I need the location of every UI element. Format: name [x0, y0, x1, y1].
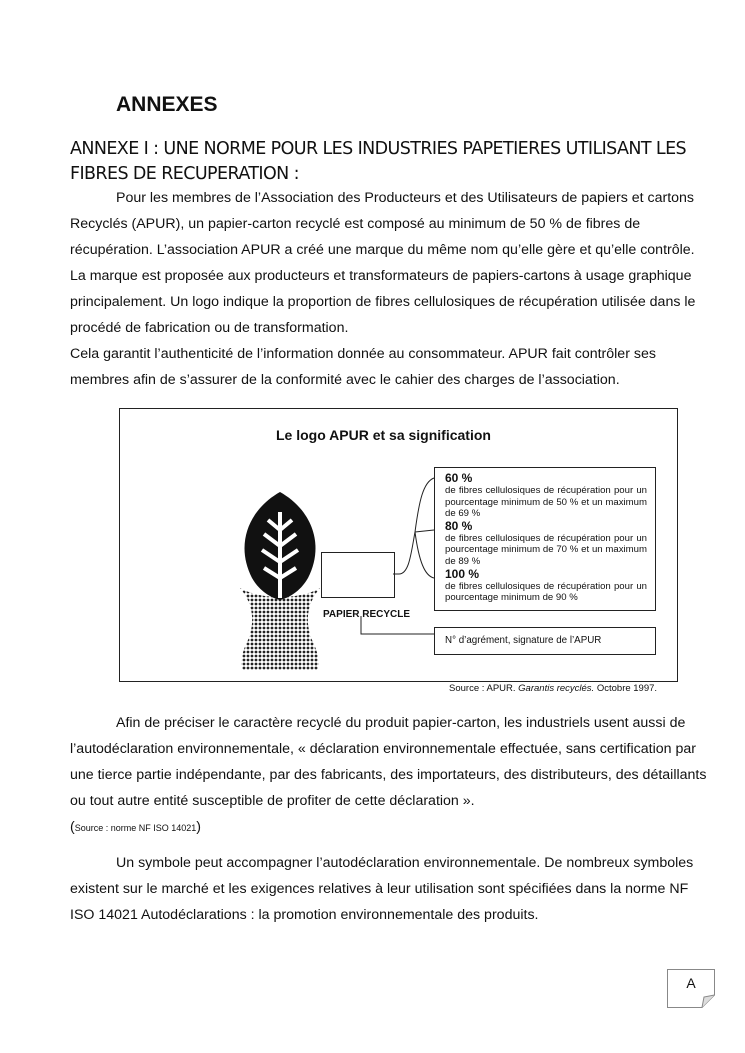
- paragraph-apur-guarantee: Cela garantit l’authenticité de l’information donnée au consommateur. APUR fait contrôler ses membres afin de s’assurer de la conformité avec le cahier des charges de l’association.: [70, 346, 656, 388]
- paragraph-autodeclaration: [70, 710, 710, 841]
- figure-source-prefix: Source : APUR.: [449, 683, 519, 694]
- symbol-text: [70, 850, 710, 928]
- level-80: [445, 520, 647, 568]
- paragraph-symbol: Un symbole peut accompagner l’autodéclaration environnementale. De nombreux symboles existent sur le marché et les exigences relatives à leur utilisation sont spécifiées dans la norme NF ISO 14021 Autodéclarations : la promotion environnementale des produits.: [70, 855, 694, 923]
- level-description: de fibres cellulosiques de récupération pour un pourcentage minimum de 50 % et un maximum de 69 %: [445, 485, 647, 520]
- level-percent: 60 %: [445, 471, 473, 485]
- figure-title: Le logo APUR et sa signification: [276, 427, 491, 443]
- apur-leaf-logo-icon: [230, 490, 330, 670]
- level-100: [445, 568, 647, 604]
- level-percent: 100 %: [445, 566, 480, 581]
- recycled-levels-box: [434, 467, 656, 611]
- autodeclaration-text: [70, 710, 710, 841]
- norm-source-close: ): [196, 819, 202, 835]
- figure-source-suffix: Octobre 1997.: [594, 683, 658, 694]
- paragraph-autodeclaration-text: Afin de préciser le caractère recyclé du produit papier-carton, les industriels usent aussi de l’autodéclaration environnementale, « déclaration environnementale effectuée, sans certification par une tierce partie indépendante, par des fabricants, des importateurs, des distributeurs, des détaillants ou tout autre entité susceptible de profiter de cette déclaration ».: [70, 715, 707, 809]
- papier-recycle-label: PAPIER RECYCLE: [323, 609, 411, 620]
- paragraph-apur-definition: Pour les membres de l’Association des Producteurs et des Utilisateurs de papiers et cartons Recyclés (APUR), un papier-carton recyclé est composé au minimum de 50 % de fibres de récupération. L’association APUR a créé une marque du même nom qu’elle gère et qu’elle contrôle. La marque est proposée aux producteurs et transformateurs de papiers-cartons à usage graphique principalement. Un logo indique la proportion de fibres cellulosiques de récupération utilisée dans le procédé de fabrication ou de transformation.: [70, 190, 696, 336]
- figure-source: [449, 683, 657, 694]
- connector-lines: [393, 472, 435, 582]
- agrement-box: N° d’agrément, signature de l’APUR: [434, 627, 656, 655]
- figure-source-title: Garantis recyclés.: [518, 683, 595, 694]
- level-description: de fibres cellulosiques de récupération pour un pourcentage minimum de 90 %: [445, 580, 647, 604]
- level-description: de fibres cellulosiques de récupération pour un pourcentage minimum de 70 % et un maximum de 89 %: [445, 532, 647, 567]
- norm-source: Source : norme NF ISO 14021: [74, 823, 197, 833]
- annex1-title: ANNEXE I : UNE NORME POUR LES INDUSTRIES PAPETIERES UTILISANT LES FIBRES DE RECUPERATION :: [70, 139, 687, 184]
- intro-text: [70, 185, 710, 393]
- level-percent: 80 %: [445, 518, 473, 533]
- percentage-box: [321, 552, 395, 598]
- annexes-title: ANNEXES: [116, 93, 218, 116]
- norm-source-open: (: [70, 819, 75, 835]
- page-number: A: [686, 975, 696, 991]
- level-60: [445, 472, 647, 520]
